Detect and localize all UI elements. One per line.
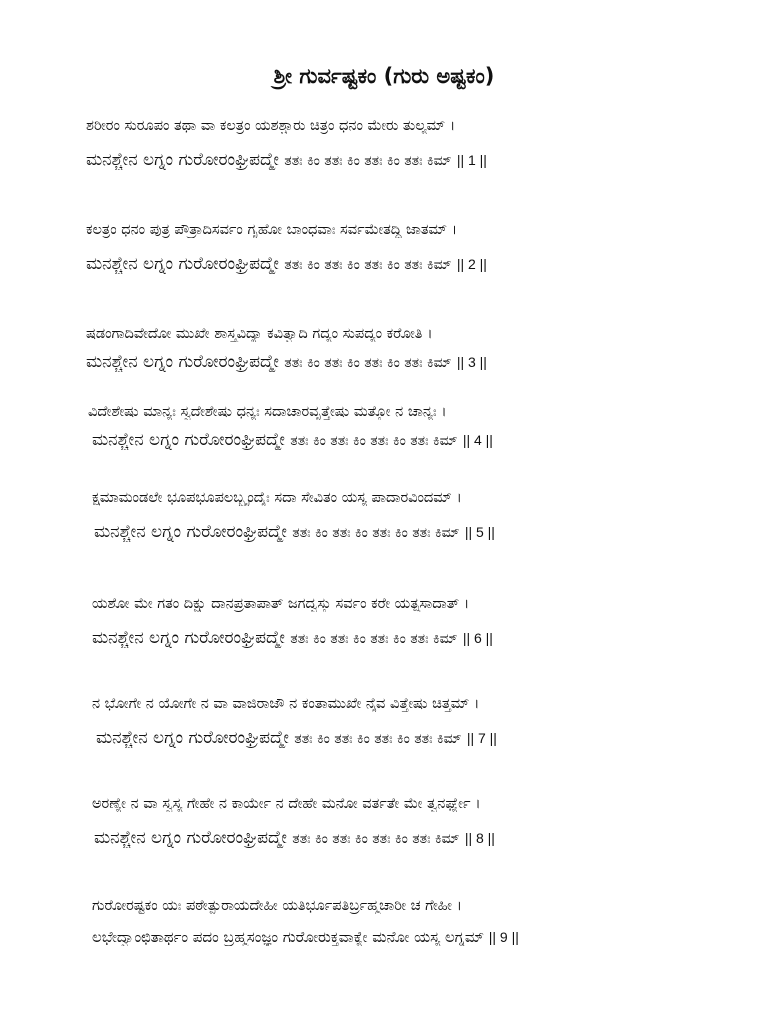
verse-refrain-line xyxy=(86,150,487,170)
verse-6 xyxy=(0,596,768,676)
refrain-text: ಮನಶ್ಚೇನ ಲಗ್ನಂ ಗುರೋರಂಘ್ರಿಪದ್ಮೇ xyxy=(86,254,279,274)
verse-line-1: ಕಲತ್ರಂ ಧನಂ ಪುತ್ರ ಪೌತ್ರಾದಿಸರ್ವಂ ಗೃಹೋ ಬಾಂಧವಾಃ ಸರ್ವಮೇತದ್ಧಿ ಜಾತಮ್ । xyxy=(86,222,458,238)
refrain-tail: ತತಃ ಕಿಂ ತತಃ ಕಿಂ ತತಃ ಕಿಂ ತತಃ ಕಿಮ್ xyxy=(284,257,452,273)
refrain-text: ಮನಶ್ಚೇನ ಲಗ್ನಂ ಗುರೋರಂಘ್ರಿಪದ್ಮೇ xyxy=(92,430,285,450)
verse-line-1: ವಿದೇಶೇಷು ಮಾನ್ಯಃ ಸ್ವದೇಶೇಷು ಧನ್ಯಃ ಸದಾಚಾರವೃತ್ತೇಷು ಮತ್ತೋ ನ ಚಾನ್ಯಃ । xyxy=(88,404,447,420)
verse-number: || 9 || xyxy=(488,929,519,945)
refrain-tail: ತತಃ ಕಿಂ ತತಃ ಕಿಂ ತತಃ ಕಿಂ ತತಃ ಕಿಮ್ xyxy=(284,153,452,169)
verse-line-2 xyxy=(92,928,519,946)
verse-1 xyxy=(0,118,768,198)
verse-7 xyxy=(0,696,768,776)
refrain-text: ಮನಶ್ಚೇನ ಲಗ್ನಂ ಗುರೋರಂಘ್ರಿಪದ್ಮೇ xyxy=(94,828,287,848)
verse-line-1: ಗುರೋರಷ್ಟಕಂ ಯಃ ಪಠೇತ್ಪುರಾಯದೇಹೀ ಯತಿರ್ಭೂಪತಿರ್ಬ್ರಹ್ಮಚಾರೀ ಚ ಗೇಹೀ । xyxy=(92,898,463,914)
verse-line-1: ಅರಣ್ಯೇ ನ ವಾ ಸ್ವಸ್ಯ ಗೇಹೇ ನ ಕಾರ್ಯೇ ನ ದೇಹೇ ಮನೋ ವರ್ತತೇ ಮೇ ತ್ವನರ್ಘ್ಯೇ । xyxy=(92,796,481,812)
verse-refrain-line xyxy=(86,254,487,274)
final-verse-text: ಲಭೇದ್ವಾಂಛಿತಾರ್ಥಂ ಪದಂ ಬ್ರಹ್ಮಸಂಜ್ಞಂ ಗುರೋರುಕ್ತವಾಕ್ಯೇ ಮನೋ ಯಸ್ಯ ಲಗ್ನಮ್ xyxy=(92,928,484,946)
verse-line-1: ಯಶೋ ಮೇ ಗತಂ ದಿಕ್ಷು ದಾನಪ್ರತಾಪಾತ್ ಜಗದ್ವಸ್ತು ಸರ್ವಂ ಕರೇ ಯತ್ಪ್ರಸಾದಾತ್ । xyxy=(92,596,470,612)
page-title: ಶ್ರೀ ಗುರ್ವಷ್ಟಕಂ (ಗುರು ಅಷ್ಟಕಂ) xyxy=(273,64,495,88)
verse-number: || 7 || xyxy=(466,730,497,746)
verse-refrain-line xyxy=(96,728,497,748)
verse-number: || 4 || xyxy=(462,432,493,448)
verse-refrain-line xyxy=(86,352,487,372)
verse-4 xyxy=(0,404,768,484)
refrain-text: ಮನಶ್ಚೇನ ಲಗ್ನಂ ಗುರೋರಂಘ್ರಿಪದ್ಮೇ xyxy=(94,522,287,542)
verse-8 xyxy=(0,796,768,876)
verse-line-1: ಷಡಂಗಾದಿವೇದೋ ಮುಖೇ ಶಾಸ್ತ್ರವಿದ್ಯಾ ಕವಿತ್ವಾದಿ ಗದ್ಯಂ ಸುಪದ್ಯಂ ಕರೋತಿ । xyxy=(86,326,433,342)
refrain-tail: ತತಃ ಕಿಂ ತತಃ ಕಿಂ ತತಃ ಕಿಂ ತತಃ ಕಿಮ್ xyxy=(290,433,458,449)
verse-line-1: ಶರೀರಂ ಸುರೂಪಂ ತಥಾ ವಾ ಕಲತ್ರಂ ಯಶಶ್ಚಾರು ಚಿತ್ರಂ ಧನಂ ಮೇರು ತುಲ್ಯಮ್ । xyxy=(86,118,456,134)
verse-3 xyxy=(0,326,768,406)
verse-refrain-line xyxy=(92,430,493,450)
verse-refrain-line xyxy=(94,522,495,542)
refrain-text: ಮನಶ್ಚೇನ ಲಗ್ನಂ ಗುರೋರಂಘ್ರಿಪದ್ಮೇ xyxy=(96,728,289,748)
refrain-tail: ತತಃ ಕಿಂ ತತಃ ಕಿಂ ತತಃ ಕಿಂ ತತಃ ಕಿಮ್ xyxy=(292,525,460,541)
verse-number: || 1 || xyxy=(456,152,487,168)
verse-number: || 3 || xyxy=(456,354,487,370)
verse-number: || 5 || xyxy=(464,524,495,540)
verse-line-1: ನ ಭೋಗೇ ನ ಯೋಗೇ ನ ವಾ ವಾಜಿರಾಜೌ ನ ಕಂತಾಮುಖೇ ನೈವ ವಿತ್ತೇಷು ಚಿತ್ತಮ್ । xyxy=(92,696,480,712)
verse-number: || 2 || xyxy=(456,256,487,272)
refrain-text: ಮನಶ್ಚೇನ ಲಗ್ನಂ ಗುರೋರಂಘ್ರಿಪದ್ಮೇ xyxy=(86,150,279,170)
refrain-tail: ತತಃ ಕಿಂ ತತಃ ಕಿಂ ತತಃ ಕಿಂ ತತಃ ಕಿಮ್ xyxy=(294,731,462,747)
verse-5 xyxy=(0,490,768,570)
verse-refrain-line xyxy=(94,828,495,848)
verse-9 xyxy=(0,898,768,978)
refrain-tail: ತತಃ ಕಿಂ ತತಃ ಕಿಂ ತತಃ ಕಿಂ ತತಃ ಕಿಮ್ xyxy=(290,631,458,647)
refrain-tail: ತತಃ ಕಿಂ ತತಃ ಕಿಂ ತತಃ ಕಿಂ ತತಃ ಕಿಮ್ xyxy=(284,355,452,371)
verse-2 xyxy=(0,222,768,302)
refrain-tail: ತತಃ ಕಿಂ ತತಃ ಕಿಂ ತತಃ ಕಿಂ ತತಃ ಕಿಮ್ xyxy=(292,831,460,847)
verse-number: || 8 || xyxy=(464,830,495,846)
verse-line-1: ಕ್ಷಮಾಮಂಡಲೇ ಭೂಪಭೂಪಲಬ್ಬೃಂದೈಃ ಸದಾ ಸೇವಿತಂ ಯಸ್ಯ ಪಾದಾರವಿಂದಮ್ । xyxy=(92,490,462,506)
verse-number: || 6 || xyxy=(462,630,493,646)
verse-refrain-line xyxy=(92,628,493,648)
refrain-text: ಮನಶ್ಚೇನ ಲಗ್ನಂ ಗುರೋರಂಘ್ರಿಪದ್ಮೇ xyxy=(86,352,279,372)
refrain-text: ಮನಶ್ಚೇನ ಲಗ್ನಂ ಗುರೋರಂಘ್ರಿಪದ್ಮೇ xyxy=(92,628,285,648)
